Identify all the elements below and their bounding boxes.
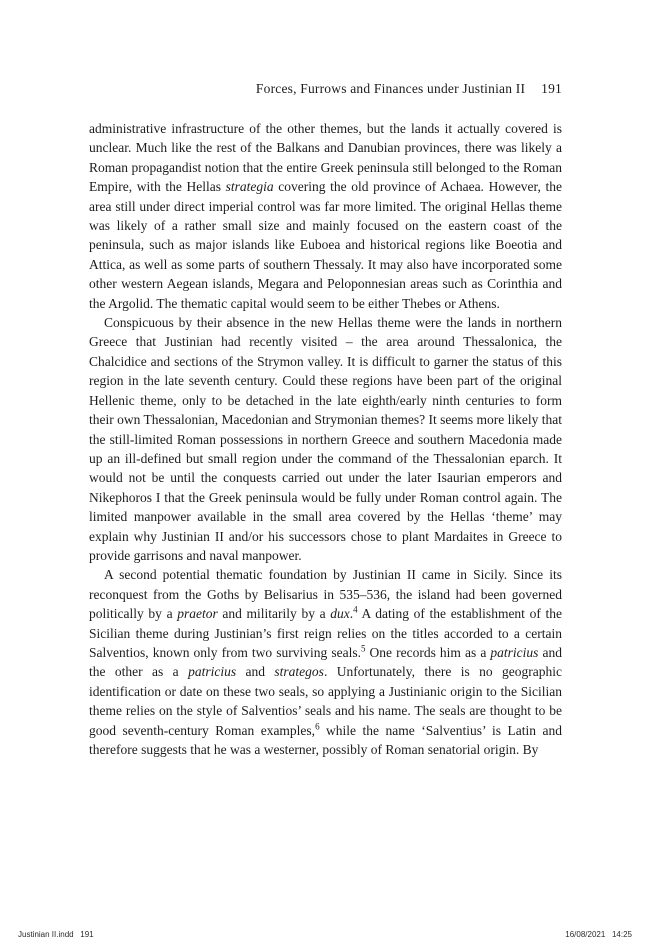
text-run: administrative infrastructure of the other themes, but the lands it actually covered is unclear. Much like the rest of the Balkans and Danubian provinces, there was likely a Roman propagandist notion that the entire Greek peninsula still belonged to the Roman Empire, with the Hellas [89, 121, 562, 195]
text-run: dux [330, 606, 350, 622]
text-run: praetor [177, 606, 218, 622]
text-run: Conspicuous by their absence in the new Hellas theme were the lands in northern Greece that Justinian had recently visited – the area around Thessalonica, the Chalcidice and sections of the Strymon valley. It is difficult to garner the status of this region in the late seventh century. Could these regions have been part of the original Hellenic theme, only to be detached in the late eighth/early ninth centuries to form their own Thessalonian, Macedonian and Strymonian themes? It seems more likely that the still-limited Roman possessions in northern Greece and southern Macedonia made up an ill-defined but small region under the command of the Thessalonian eparch. It would not be until the conquests carried out under the later Isaurian emperors and Nikephoros I that the Greek peninsula would be fully under Roman control again. The limited manpower available in the small area covered by the Hellas ‘theme’ may explain why Justinian II and/or his successors chose to plant Mardaites in Greece to provide garrisons and naval manpower. [89, 315, 562, 563]
running-header-title: Forces, Furrows and Finances under Justinian II [255, 81, 526, 96]
text-run: patricius [490, 644, 539, 660]
text-run: and militarily by a [217, 606, 331, 622]
text-run: covering the old province of Achaea. However, the area still under direct imperial control was far more limited. The original Hellas theme was likely of a rather small size and mainly focused on the eastern coast of the peninsula, such as major islands like Euboea and historical regions like Boeotia and Attica, as well as some parts of southern Thessaly. It may also have incorporated some other western Aegean islands, Megara and Peloponnesian areas such as Corinthia and the Argolid. The thematic capital would seem to be either Thebes or Athens. [89, 179, 562, 311]
text-run: patricius [188, 664, 237, 680]
text-run: A second potential thematic foundation by Justinian II came in Sicily. Since its reconquest from the Goths by Belisarius in 535–536, the island had been governed politically by a [89, 567, 562, 622]
text-run: . Unfortunately, there is no geographic identification or date on these two seals, so applying a Justinianic origin to the Sicilian theme relies on the style of Salventios’ seals and his name. The seals are thought to be good seventh-century Roman examples, [89, 664, 563, 738]
footnote-marker: 6 [315, 721, 320, 732]
text-run: strategos [274, 664, 324, 680]
paragraph-3 [89, 565, 562, 759]
text-run: strategia [225, 179, 274, 195]
text-run: . [349, 606, 354, 622]
footer-timestamp: 16/08/2021 14:25 [565, 930, 632, 939]
footnote-marker: 4 [353, 604, 358, 615]
paragraph-2 [89, 313, 562, 565]
text-run: One records him as a [365, 644, 491, 660]
text-run: while the name ‘Salventius’ is Latin and therefore suggests that he was a westerner, possibly of Roman senatorial origin. By [89, 722, 562, 757]
paragraph-1 [89, 119, 562, 313]
footer-filename: Justinian II.indd 191 [18, 930, 94, 939]
footnote-marker: 5 [360, 643, 366, 654]
text-run: A dating of the establishment of the Sicilian theme during Justinian’s first reign relies on the titles accorded to a certain Salventios, known only from two surviving seals. [89, 606, 562, 660]
text-run: and [236, 664, 275, 680]
body-text [89, 119, 562, 759]
running-header [89, 81, 562, 97]
text-run: and the other as a [89, 644, 562, 680]
print-footer [18, 930, 632, 939]
page-number: 191 [541, 81, 562, 96]
